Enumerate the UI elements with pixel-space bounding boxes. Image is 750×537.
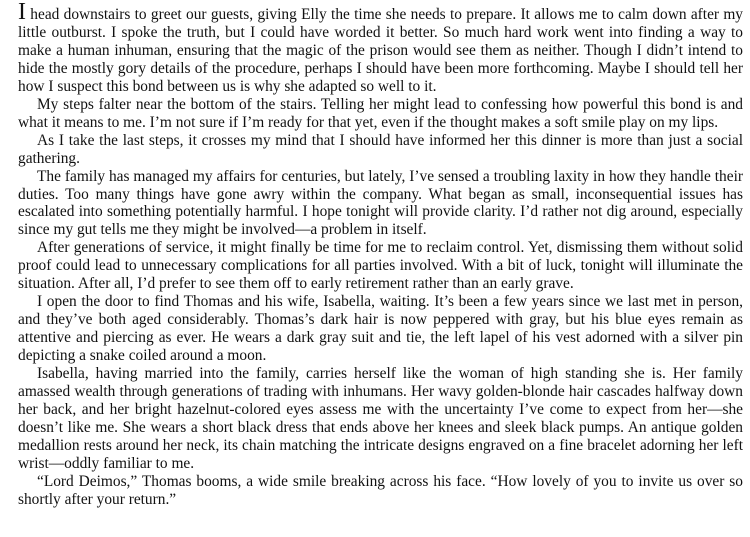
- paragraph-1: [18, 0, 743, 96]
- paragraph-5: After generations of service, it might finally be time for me to reclaim control. Yet, dismissing them without solid proof could lead to unnecessary complications for all parties involved. With a bit of luck, tonight will illuminate the situation. After all, I’d prefer to see them off to early retirement rather than an early grave.: [18, 239, 743, 293]
- paragraph-1-text: head downstairs to greet our guests, giving Elly the time she needs to prepare. It allows me to calm down after my little outburst. I spoke the truth, but I could have worded it better. So much hard work went into finding a way to make a human inhuman, ensuring that the magic of the prison would see them as neither. Though I didn’t intend to hide the mostly gory details of the procedure, perhaps I should have been more forthcoming. Maybe I should tell her how I suspect this bond between us is why she adapted so well to it.: [18, 6, 743, 95]
- paragraph-2: My steps falter near the bottom of the stairs. Telling her might lead to confessing how powerful this bond is and what it means to me. I’m not sure if I’m ready for that yet, even if the thought makes a soft smile play on my lips.: [18, 95, 743, 131]
- paragraph-7: Isabella, having married into the family, carries herself like the woman of high standing she is. Her family amassed wealth through generations of trading with inhumans. Her wavy golden-blonde hair cascades halfway down her back, and her bright hazelnut-colored eyes assess me with the uncertainty I’ve come to expect from her—she doesn’t like me. She wears a short black dress that ends above her knees and sleek black pumps. An antique golden medallion rests around her neck, its chain matching the intricate designs engraved on a fine bracelet adorning her left wrist—oddly familiar to me.: [18, 365, 743, 472]
- paragraph-3: As I take the last steps, it crosses my mind that I should have informed her this dinner is more than just a social gathering.: [18, 131, 743, 167]
- paragraph-4: The family has managed my affairs for centuries, but lately, I’ve sensed a troubling laxity in how they handle their duties. Too many things have gone awry within the company. What began as small, inconsequential issues has escalated into something potentially harmful. I hope tonight will provide clarity. I’d rather not dig around, especially since my gut tells me they might be involved—a problem in itself.: [18, 167, 743, 239]
- drop-cap: I: [18, 0, 26, 25]
- paragraph-6: I open the door to find Thomas and his wife, Isabella, waiting. It’s been a few years since we last met in person, and they’ve both aged considerably. Thomas’s dark hair is now peppered with gray, but his blue eyes remain as attentive and piercing as ever. He wears a dark gray suit and tie, the left lapel of his vest adorned with a silver pin depicting a snake coiled around a moon.: [18, 293, 743, 365]
- paragraph-8: “Lord Deimos,” Thomas booms, a wide smile breaking across his face. “How lovely of you to invite us over so shortly after your return.”: [18, 472, 743, 508]
